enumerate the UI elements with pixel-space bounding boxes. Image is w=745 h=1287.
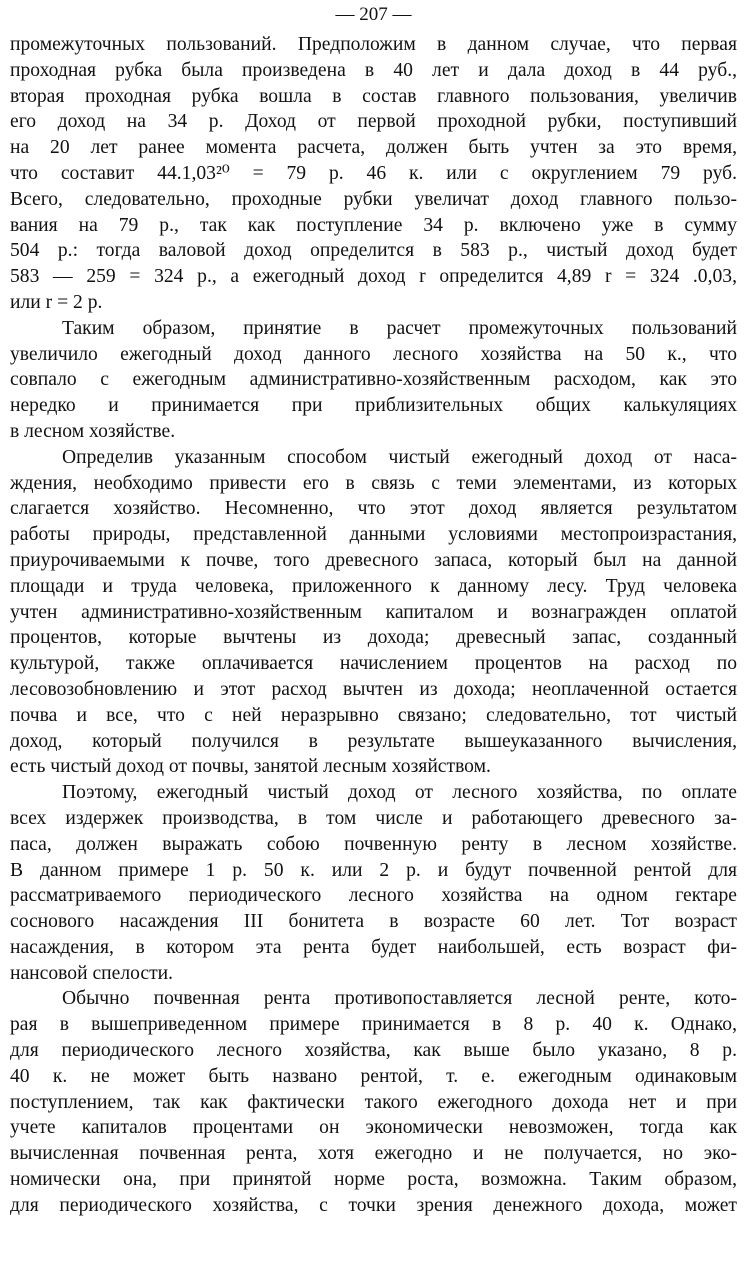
page-number: — 207 —: [335, 4, 412, 25]
text-line: Обычно почвенная рента противопоставляется лесной ренте, кото-: [62, 988, 737, 1010]
text-line: культурой, также оплачивается начислением процентов на расход по: [10, 653, 737, 675]
text-line: Всего, следовательно, проходные рубки увеличат доход главного пользо-: [10, 188, 737, 210]
text-line: насаждения, в котором эта рента будет наибольшей, есть возраст фи-: [10, 936, 737, 958]
text-line: в лесном хозяйстве.: [10, 420, 176, 442]
text-line: номически она, при принятой норме роста, возможна. Таким образом,: [10, 1169, 737, 1191]
text-line: вания на 79 р., так как поступление 34 р. включено уже в сумму: [10, 214, 737, 236]
text-line: ждения, необходимо привести его в связь с теми элементами, из которых: [10, 472, 737, 494]
text-line: приурочиваемыми к почве, того древесного запаса, который был на данной: [10, 549, 737, 571]
text-line: нансовой спелости.: [10, 962, 174, 984]
text-line: проходная рубка была произведена в 40 лет и дала доход в 44 руб.,: [10, 59, 737, 81]
text-line: для периодического лесного хозяйства, как выше было указано, 8 р.: [10, 1040, 737, 1062]
text-line: процентов, которые вычтены из дохода; древесный запас, созданный: [10, 627, 737, 649]
text-line: слагается хозяйство. Несомненно, что этот доход является результатом: [10, 498, 737, 520]
text-line: вычисленная почвенная рента, хотя ежегодно и не получается, но эко-: [10, 1143, 737, 1165]
text-line: нередко и принимается при приблизительных общих калькуляциях: [10, 395, 737, 417]
text-line: поступлением, так как фактически такого ежегодного дохода нет и при: [10, 1091, 737, 1113]
paragraph: [10, 32, 737, 316]
text-line: доход, который получился в результате вышеуказанного вычисления,: [10, 730, 737, 752]
text-line: почва и все, что с ней неразрывно связано; следовательно, тот чистый: [10, 704, 737, 726]
paragraph: [10, 986, 737, 1218]
text-line: на 20 лет ранее момента расчета, должен быть учтен за это время,: [10, 137, 737, 159]
text-line: или r = 2 р.: [10, 291, 103, 313]
text-line: В данном примере 1 р. 50 к. или 2 р. и будут почвенной рентой для: [10, 859, 737, 881]
text-line: что составит 44.1,03²⁰ = 79 р. 46 к. или с округлением 79 руб.: [10, 162, 737, 184]
text-line: 504 р.: тогда валовой доход определится в 583 р., чистый доход будет: [10, 240, 737, 262]
text-line: Поэтому, ежегодный чистый доход от лесного хозяйства, по оплате: [62, 782, 737, 804]
text-line: Определив указанным способом чистый ежегодный доход от наса-: [62, 446, 737, 468]
paragraph: [10, 780, 737, 986]
text-line: рая в вышеприведенном примере принимается в 8 р. 40 к. Однако,: [10, 1014, 737, 1036]
text-line: 40 к. не может быть названо рентой, т. е. ежегодным одинаковым: [10, 1065, 737, 1087]
text-line: рассматриваемого периодического лесного хозяйства на одном гектаре: [10, 885, 737, 907]
text-line: лесовозобновлению и этот расход вычтен из дохода; неоплаченной остается: [10, 678, 737, 700]
paragraph: [10, 316, 737, 445]
text-line: его доход на 34 р. Доход от первой проходной рубки, поступивший: [10, 111, 737, 133]
text-line: для периодического хозяйства, с точки зрения денежного дохода, может: [10, 1194, 737, 1216]
text-line: совпало с ежегодным административно-хозяйственным расходом, как это: [10, 369, 737, 391]
text-line: вторая проходная рубка вошла в состав главного пользования, увеличив: [10, 85, 737, 107]
text-line: площади и труда человека, приложенного к данному лесу. Труд человека: [10, 575, 737, 597]
text-line: увеличило ежегодный доход данного лесного хозяйства на 50 к., что: [10, 343, 737, 365]
text-line: 583 — 259 = 324 р., а ежегодный доход r определится 4,89 r = 324 .0,03,: [10, 266, 737, 288]
page-body: [10, 32, 737, 1219]
text-line: Таким образом, принятие в расчет промежуточных пользований: [62, 317, 737, 339]
text-line: есть чистый доход от почвы, занятой лесным хозяйством.: [10, 756, 491, 778]
text-line: паса, должен выражать собою почвенную ренту в лесном хозяйстве.: [10, 833, 737, 855]
text-line: работы природы, представленной данными условиями местопроизрастания,: [10, 524, 737, 546]
text-line: учтен административно-хозяйственным капиталом и вознагражден оплатой: [10, 601, 737, 623]
paragraph: [10, 445, 737, 780]
text-line: промежуточных пользований. Предположим в данном случае, что первая: [10, 34, 737, 55]
text-line: соснового насаждения III бонитета в возрасте 60 лет. Тот возраст: [10, 911, 737, 933]
text-line: учете капиталов процентами он экономически невозможен, тогда как: [10, 1117, 737, 1139]
text-line: всех издержек производства, в том числе и работающего древесного за-: [10, 807, 737, 829]
